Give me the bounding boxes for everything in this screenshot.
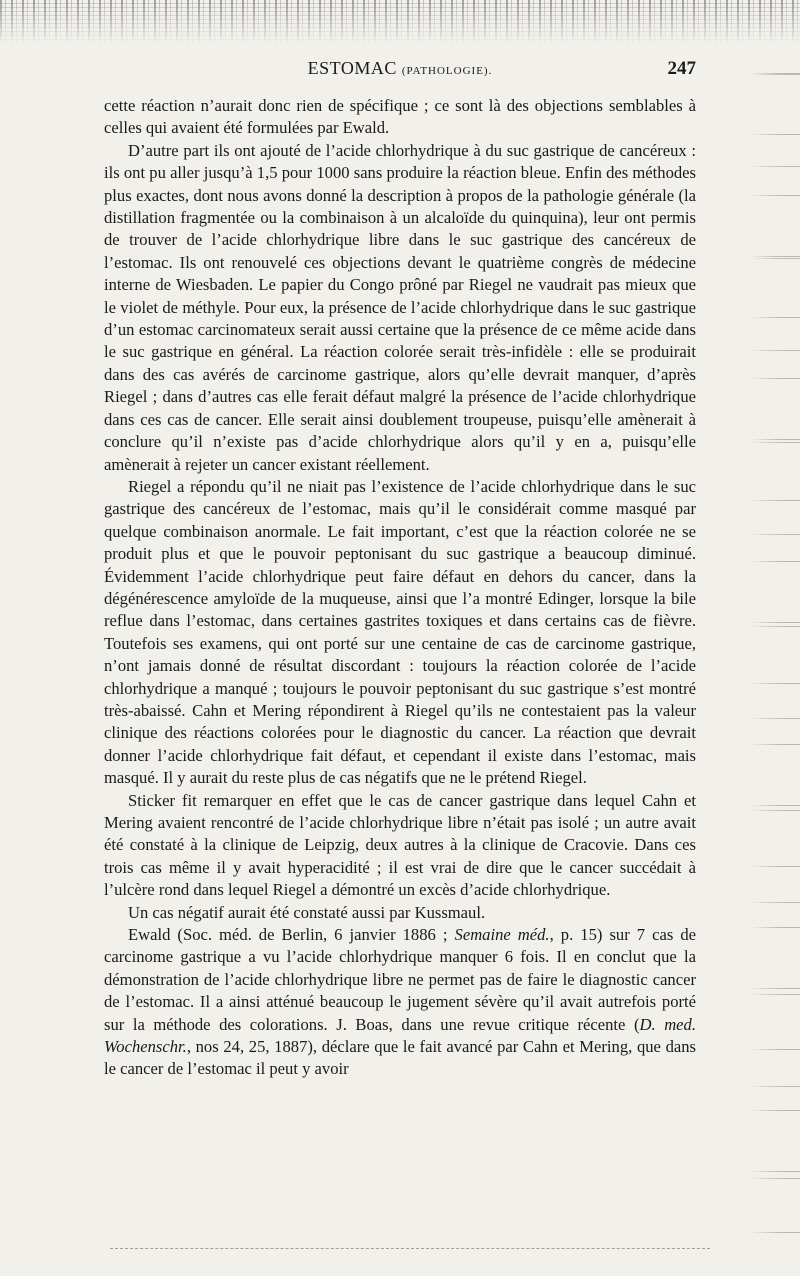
header-title-main: ESTOMAC xyxy=(307,58,397,78)
paragraph-5: Un cas négatif aurait été constaté aussi par Kussmaul. xyxy=(128,902,486,922)
paragraph-3: Riegel a répondu qu’il ne niait pas l’existence de l’acide chlorhydrique dans le suc gastrique des cancéreux de l’estomac, mais qu’il le considérait comme masqué par quelque combinaison anormale. Le fait important, c’est que la réaction colorée ne se produit plus et que le pouvoir peptonisant du suc gastrique a beaucoup diminué. Évidemment l’acide chlorhydrique peut faire défaut en dehors du cancer, dans la dégénérescence amyloïde de la muqueuse, ainsi que l’a montré Edinger, lorsque la bile reflue dans l’estomac, dans certaines gastrites toxiques et dans certains cas de fièvre. Toutefois ses examens, qui ont porté sur une centaine de cas de carcinome gastrique, n’ont jamais donné de résultat discordant : toujours la réaction colorée de l’acide chlorhydrique a manqué ; toujours le pouvoir peptonisant du suc gastrique s’est montré très-abaissé. Cahn et Mering répondirent à Riegel qu’ils ne contestaient pas la valeur clinique des réactions colorées pour le diagnostic du cancer. La réaction que devrait donner l’acide chlorhydrique fait défaut, et cependant il existe dans l’estomac, mais masqué. Il y aurait du reste plus de cas négatifs que ne le prétend Riegel. xyxy=(104,476,696,788)
running-header xyxy=(104,58,696,82)
header-title xyxy=(104,58,696,79)
paragraph-2: D’autre part ils ont ajouté de l’acide chlorhydrique à du suc gastrique de cancéreux : ils ont pu aller jusqu’à 1,5 pour 1000 sans produire la réaction bleue. Enfin des méthodes plus exactes, dont nous avons donné la description à propos de la pathologie générale (la distillation fragmentée ou la combinaison à un alcaloïde du quinquina), leur ont permis de trouver de l’acide chlorhydrique libre dans le suc gastrique des cancéreux de l’estomac. Ils ont renouvelé ces objections devant le quatrième congrès de médecine interne de Wiesbaden. Le papier du Congo prôné par Riegel ne vaudrait pas mieux que le violet de méthyle. Pour eux, la présence de l’acide chlorhydrique dans le suc gastrique d’un estomac carcinomateux serait aussi certaine que la présence de ce même acide dans le suc gastrique en général. La réaction colorée serait très-infidèle : elle se produirait dans des cas avérés de carcinome gastrique, alors qu’elle devrait manquer, d’après Riegel ; dans d’autres cas elle ferait défaut malgré la présence de l’acide chlorhydrique dans ces cas de cancer. Elle serait ainsi doublement troupeuse, puisqu’elle amènerait à conclure qu’il n’existe pas d’acide chlorhydrique alors qu’il y en a, puisqu’elle amènerait à rejeter un cancer existant réellement. xyxy=(104,140,696,474)
page-number: 247 xyxy=(667,58,696,79)
scan-noise-top xyxy=(0,0,800,44)
scan-noise-right xyxy=(750,60,800,1270)
paragraph-6 xyxy=(104,924,696,1081)
body-text xyxy=(104,95,696,1081)
citation-wochenschr: D. med. Wochenschr. xyxy=(104,1014,696,1057)
ewald-text-2: , p. 15) sur 7 cas de carcinome gastrique a vu l’acide chlorhydrique manquer 6 fois. Il en conclut que la démonstration de l’acide chlorhydrique libre ne permet pas de faire le diagnostic cancer de l’estomac. Il a ainsi atténué beaucoup le jugement sévère qu’il avait autrefois porté sur la méthode des colorations. J. Boas, dans une revue critique récente ( xyxy=(104,925,696,1034)
paragraph-1: cette réaction n’aurait donc rien de spécifique ; ce sont là des objections semblables à celles qui avaient été formulées par Ewald. xyxy=(104,96,696,138)
header-title-section: (PATHOLOGIE). xyxy=(401,65,493,77)
citation-semaine-med: Semaine méd. xyxy=(454,925,550,945)
paragraph-4: Sticker fit remarquer en effet que le cas de cancer gastrique dans lequel Cahn et Mering avaient rencontré de l’acide chlorhydrique libre n’était pas isolé ; un autre avait été constaté à la clinique de Leipzig, deux autres à la clinique de Cracovie. Dans ces trois cas même il y avait hyperacidité ; il est vrai de dire que le cancer succédait à l’ulcère rond dans lequel Riegel a démontré un excès d’acide chlorhydrique. xyxy=(104,790,696,900)
ewald-text-1: Ewald (Soc. méd. de Berlin, 6 janvier 1886 ; xyxy=(128,925,455,945)
bottom-scan-rule xyxy=(110,1248,710,1249)
ewald-text-3: , nos 24, 25, 1887), déclare que le fait avancé par Cahn et Mering, que dans le cancer de l’estomac il peut y avoir xyxy=(104,1037,696,1079)
